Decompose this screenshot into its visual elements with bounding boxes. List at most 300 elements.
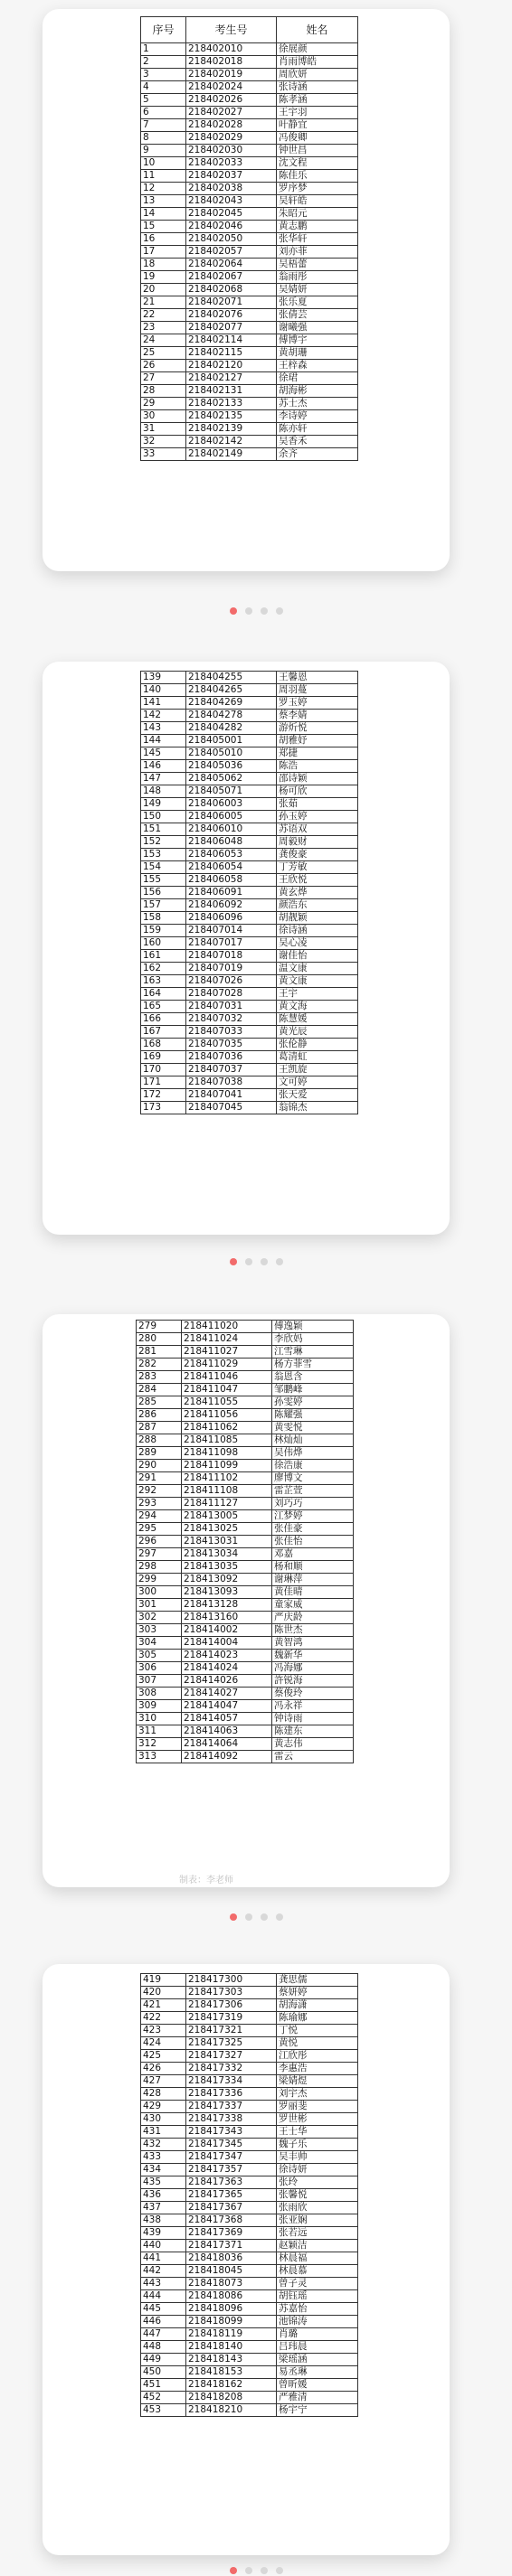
table-row — [137, 1346, 354, 1359]
cell-exam-id: 218406058 — [186, 874, 277, 887]
cell-index: 21 — [141, 296, 186, 309]
cell-name: 江欣彤 — [277, 2050, 358, 2063]
cell-index: 312 — [137, 1738, 182, 1751]
cell-exam-id: 218411056 — [182, 1409, 272, 1422]
cell-name: 李欣妈 — [272, 1333, 354, 1346]
cell-exam-id: 218411046 — [182, 1371, 272, 1384]
carousel-dots-2 — [0, 1258, 512, 1267]
cell-index: 440 — [141, 2240, 186, 2252]
cell-name: 徐诗涵 — [277, 925, 358, 937]
cell-name: 翁雨彤 — [277, 271, 358, 284]
table-row — [141, 2202, 358, 2214]
table-row — [137, 1612, 354, 1624]
cell-index: 426 — [141, 2063, 186, 2075]
table-row — [141, 2189, 358, 2202]
cell-index: 441 — [141, 2252, 186, 2265]
page-dot-active[interactable] — [230, 607, 237, 615]
table-row — [137, 1498, 354, 1510]
cell-name: 刘亦菲 — [277, 246, 358, 259]
cell-name: 王宇 — [277, 988, 358, 1001]
cell-index: 304 — [137, 1637, 182, 1650]
cell-index: 161 — [141, 950, 186, 963]
cell-exam-id: 218402064 — [186, 259, 277, 271]
cell-exam-id: 218402028 — [186, 119, 277, 132]
cell-index: 279 — [137, 1321, 182, 1333]
cell-name: 林晨福 — [277, 2252, 358, 2265]
cell-index: 419 — [141, 1974, 186, 1987]
cell-index: 293 — [137, 1498, 182, 1510]
cell-index: 439 — [141, 2227, 186, 2240]
cell-exam-id: 218411099 — [182, 1460, 272, 1472]
cell-index: 164 — [141, 988, 186, 1001]
cell-name: 张雨欣 — [277, 2202, 358, 2214]
cell-name: 苏语双 — [277, 823, 358, 836]
cell-index: 13 — [141, 195, 186, 208]
cell-index: 159 — [141, 925, 186, 937]
cell-exam-id: 218402038 — [186, 183, 277, 195]
cell-index: 170 — [141, 1064, 186, 1076]
table-row — [141, 722, 358, 735]
cell-exam-id: 218417343 — [186, 2126, 277, 2139]
cell-name: 雷芷萱 — [272, 1485, 354, 1498]
cell-name: 罗序梦 — [277, 183, 358, 195]
cell-name: 杨和顺 — [272, 1561, 354, 1574]
table-row — [137, 1751, 354, 1763]
carousel-dots-4 — [0, 2567, 512, 2576]
table-row — [137, 1333, 354, 1346]
cell-name: 张佳怡 — [272, 1536, 354, 1548]
cell-index: 282 — [137, 1359, 182, 1371]
cell-index: 18 — [141, 259, 186, 271]
cell-exam-id: 218411102 — [182, 1472, 272, 1485]
header-exam-id: 考生号 — [186, 17, 277, 43]
page-dot[interactable] — [245, 1913, 252, 1921]
cell-name: 周羽蔓 — [277, 684, 358, 697]
cell-exam-id: 218417367 — [186, 2202, 277, 2214]
cell-index: 142 — [141, 710, 186, 722]
cell-exam-id: 218407037 — [186, 1064, 277, 1076]
table-row — [141, 423, 358, 436]
table-row — [141, 208, 358, 221]
table-row — [141, 2139, 358, 2151]
cell-index: 300 — [137, 1586, 182, 1599]
page-dot[interactable] — [261, 1913, 268, 1921]
cell-name: 林晨慕 — [277, 2265, 358, 2278]
cell-name: 刘宇杰 — [277, 2088, 358, 2101]
cell-index: 173 — [141, 1102, 186, 1114]
table-row — [141, 2404, 358, 2417]
cell-exam-id: 218407018 — [186, 950, 277, 963]
cell-index: 26 — [141, 360, 186, 372]
cell-name: 邹鹏峰 — [272, 1384, 354, 1396]
table-row — [141, 1974, 358, 1987]
score-table-1 — [140, 16, 358, 461]
cell-name: 孙玉婷 — [277, 811, 358, 823]
table-row — [137, 1384, 354, 1396]
cell-index: 281 — [137, 1346, 182, 1359]
cell-name: 王欣悦 — [277, 874, 358, 887]
cell-name: 张天爱 — [277, 1089, 358, 1102]
cell-name: 許锐海 — [272, 1675, 354, 1688]
cell-exam-id: 218402057 — [186, 246, 277, 259]
cell-exam-id: 218417306 — [186, 1999, 277, 2012]
cell-index: 310 — [137, 1713, 182, 1725]
cell-index: 450 — [141, 2366, 186, 2379]
cell-exam-id: 218405071 — [186, 785, 277, 798]
cell-exam-id: 218402029 — [186, 132, 277, 145]
cell-exam-id: 218414004 — [182, 1637, 272, 1650]
cell-exam-id: 218414023 — [182, 1650, 272, 1662]
cell-index: 1 — [141, 43, 186, 56]
image-card-4[interactable] — [43, 1964, 450, 2555]
table-row — [141, 912, 358, 925]
cell-index: 447 — [141, 2328, 186, 2341]
cell-name: 徐浩康 — [272, 1460, 354, 1472]
page-dot[interactable] — [245, 607, 252, 615]
cell-exam-id: 218414024 — [182, 1662, 272, 1675]
table-row — [141, 975, 358, 988]
cell-name: 梁婧煜 — [277, 2075, 358, 2088]
cell-name: 谢佳怡 — [277, 950, 358, 963]
cell-name: 杨宇宁 — [277, 2404, 358, 2417]
cell-name: 葛清虹 — [277, 1051, 358, 1064]
cell-exam-id: 218411024 — [182, 1333, 272, 1346]
cell-index: 149 — [141, 798, 186, 811]
cell-name: 吴香禾 — [277, 436, 358, 448]
cell-name: 胡雅妤 — [277, 735, 358, 747]
cell-index: 453 — [141, 2404, 186, 2417]
table-row — [141, 1102, 358, 1114]
cell-exam-id: 218411108 — [182, 1485, 272, 1498]
table-row — [141, 2328, 358, 2341]
table-row — [141, 132, 358, 145]
cell-index: 155 — [141, 874, 186, 887]
cell-exam-id: 218402135 — [186, 410, 277, 423]
image-card-2[interactable] — [43, 662, 450, 1235]
cell-name: 翁恩含 — [272, 1371, 354, 1384]
cell-exam-id: 218417368 — [186, 2214, 277, 2227]
cell-name: 蔡李婧 — [277, 710, 358, 722]
page-dot-active[interactable] — [230, 2567, 237, 2574]
table-row — [141, 2214, 358, 2227]
cell-index: 420 — [141, 1987, 186, 1999]
table-row — [141, 233, 358, 246]
cell-name: 余齐 — [277, 448, 358, 461]
cell-name: 张若远 — [277, 2227, 358, 2240]
cell-index: 147 — [141, 773, 186, 785]
cell-exam-id: 218402133 — [186, 398, 277, 410]
table-row — [141, 284, 358, 296]
cell-index: 158 — [141, 912, 186, 925]
page-dot[interactable] — [245, 2567, 252, 2574]
cell-name: 严庆龄 — [272, 1612, 354, 1624]
page-dot[interactable] — [276, 1913, 283, 1921]
cell-exam-id: 218402076 — [186, 309, 277, 322]
cell-exam-id: 218413093 — [182, 1586, 272, 1599]
cell-name: 钟诗雨 — [272, 1713, 354, 1725]
table-row — [141, 2278, 358, 2290]
cell-name: 徐展颜 — [277, 43, 358, 56]
cell-index: 442 — [141, 2265, 186, 2278]
cell-name: 张佳豪 — [272, 1523, 354, 1536]
cell-index: 445 — [141, 2303, 186, 2316]
cell-index: 435 — [141, 2176, 186, 2189]
cell-name: 陈浩 — [277, 760, 358, 773]
table-row — [141, 773, 358, 785]
cell-exam-id: 218402043 — [186, 195, 277, 208]
cell-index: 14 — [141, 208, 186, 221]
table-row — [141, 2303, 358, 2316]
table-row — [141, 2240, 358, 2252]
cell-name: 黄玄烨 — [277, 887, 358, 899]
cell-index: 22 — [141, 309, 186, 322]
table-row — [137, 1688, 354, 1700]
table-row — [137, 1523, 354, 1536]
cell-name: 翁锦杰 — [277, 1102, 358, 1114]
table-row — [141, 874, 358, 887]
table-row — [141, 436, 358, 448]
cell-exam-id: 218402142 — [186, 436, 277, 448]
table-row — [141, 448, 358, 461]
cell-index: 17 — [141, 246, 186, 259]
cell-index: 287 — [137, 1422, 182, 1434]
cell-exam-id: 218406054 — [186, 861, 277, 874]
cell-name: 罗玉婷 — [277, 697, 358, 710]
page-dot[interactable] — [261, 2567, 268, 2574]
cell-index: 9 — [141, 145, 186, 157]
cell-index: 148 — [141, 785, 186, 798]
table-row — [137, 1662, 354, 1675]
cell-exam-id: 218417303 — [186, 1987, 277, 1999]
cell-name: 冯永祥 — [272, 1700, 354, 1713]
table-row — [141, 697, 358, 710]
cell-name: 陈瑜娜 — [277, 2012, 358, 2025]
cell-exam-id: 218404282 — [186, 722, 277, 735]
cell-exam-id: 218402120 — [186, 360, 277, 372]
cell-exam-id: 218417336 — [186, 2088, 277, 2101]
table-row — [141, 271, 358, 284]
cell-exam-id: 218402068 — [186, 284, 277, 296]
cell-index: 299 — [137, 1574, 182, 1586]
cell-exam-id: 218418140 — [186, 2341, 277, 2354]
cell-index: 309 — [137, 1700, 182, 1713]
cell-exam-id: 218417319 — [186, 2012, 277, 2025]
cell-exam-id: 218418045 — [186, 2265, 277, 2278]
cell-exam-id: 218407014 — [186, 925, 277, 937]
page-dot[interactable] — [276, 1258, 283, 1265]
cell-name: 雷云 — [272, 1751, 354, 1763]
cell-index: 428 — [141, 2088, 186, 2101]
table-row — [141, 798, 358, 811]
cell-exam-id: 218417300 — [186, 1974, 277, 1987]
cell-index: 448 — [141, 2341, 186, 2354]
cell-exam-id: 218417347 — [186, 2151, 277, 2164]
cell-index: 296 — [137, 1536, 182, 1548]
header-name: 姓名 — [277, 17, 358, 43]
cell-exam-id: 218418073 — [186, 2278, 277, 2290]
cell-name: 魏新华 — [272, 1650, 354, 1662]
table-row — [137, 1725, 354, 1738]
page-dot[interactable] — [261, 607, 268, 615]
table-row — [141, 1076, 358, 1089]
table-row — [141, 937, 358, 950]
table-row — [137, 1472, 354, 1485]
cell-index: 290 — [137, 1460, 182, 1472]
cell-exam-id: 218418143 — [186, 2354, 277, 2366]
image-card-3[interactable] — [43, 1314, 450, 1887]
cell-name: 刘巧巧 — [272, 1498, 354, 1510]
cell-index: 434 — [141, 2164, 186, 2176]
cell-index: 143 — [141, 722, 186, 735]
cell-exam-id: 218418036 — [186, 2252, 277, 2265]
cell-index: 5 — [141, 94, 186, 107]
cell-name: 陈慧媛 — [277, 1013, 358, 1026]
cell-index: 139 — [141, 672, 186, 684]
cell-exam-id: 218414047 — [182, 1700, 272, 1713]
table-row — [141, 398, 358, 410]
cell-exam-id: 218406091 — [186, 887, 277, 899]
cell-index: 28 — [141, 385, 186, 398]
cell-name: 邵诗颖 — [277, 773, 358, 785]
table-row — [141, 296, 358, 309]
cell-index: 446 — [141, 2316, 186, 2328]
carousel-dots-1 — [0, 607, 512, 616]
cell-exam-id: 218414002 — [182, 1624, 272, 1637]
cell-name: 梁瑶涵 — [277, 2354, 358, 2366]
cell-index: 430 — [141, 2113, 186, 2126]
table-row — [141, 2012, 358, 2025]
cell-exam-id: 218407035 — [186, 1039, 277, 1051]
cell-name: 苏士杰 — [277, 398, 358, 410]
cell-exam-id: 218407031 — [186, 1001, 277, 1013]
cell-name: 杨方菲雪 — [272, 1359, 354, 1371]
table-row — [141, 2063, 358, 2075]
cell-name: 黄胡珊 — [277, 347, 358, 360]
cell-name: 温文康 — [277, 963, 358, 975]
cell-exam-id: 218402027 — [186, 107, 277, 119]
cell-exam-id: 218417345 — [186, 2139, 277, 2151]
table-footnote: 制表：李老师 — [179, 1876, 233, 1885]
cell-index: 171 — [141, 1076, 186, 1089]
cell-exam-id: 218413128 — [182, 1599, 272, 1612]
table-row — [137, 1675, 354, 1688]
cell-name: 丁芳敏 — [277, 861, 358, 874]
cell-name: 李惠浩 — [277, 2063, 358, 2075]
table-row — [141, 372, 358, 385]
cell-name: 胡靓颖 — [277, 912, 358, 925]
cell-exam-id: 218417357 — [186, 2164, 277, 2176]
cell-name: 朱昭元 — [277, 208, 358, 221]
table-row — [137, 1359, 354, 1371]
page-dot[interactable] — [261, 1258, 268, 1265]
cell-index: 283 — [137, 1371, 182, 1384]
page-dot-active[interactable] — [230, 1258, 237, 1265]
table-row — [137, 1586, 354, 1599]
cell-index: 29 — [141, 398, 186, 410]
cell-name: 傅博宇 — [277, 334, 358, 347]
cell-name: 胡海彬 — [277, 385, 358, 398]
cell-name: 张乐夏 — [277, 296, 358, 309]
table-row — [141, 887, 358, 899]
cell-name: 吴伟烨 — [272, 1447, 354, 1460]
cell-exam-id: 218404269 — [186, 697, 277, 710]
cell-name: 胡海潇 — [277, 1999, 358, 2012]
cell-index: 288 — [137, 1434, 182, 1447]
table-row — [137, 1434, 354, 1447]
table-row — [141, 347, 358, 360]
page-dot[interactable] — [276, 607, 283, 615]
page-dot-active[interactable] — [230, 1913, 237, 1921]
cell-index: 291 — [137, 1472, 182, 1485]
cell-name: 丁悦 — [277, 2025, 358, 2037]
score-table-4 — [140, 1973, 358, 2417]
table-row — [137, 1548, 354, 1561]
table-row — [141, 684, 358, 697]
cell-name: 肖璐 — [277, 2328, 358, 2341]
cell-name: 吴丰帅 — [277, 2151, 358, 2164]
table-row — [141, 2088, 358, 2101]
cell-name: 冯海娜 — [272, 1662, 354, 1675]
table-row — [141, 334, 358, 347]
cell-index: 32 — [141, 436, 186, 448]
cell-name: 颜浩东 — [277, 899, 358, 912]
cell-name: 蔡妍婷 — [277, 1987, 358, 1999]
cell-name: 陈佳乐 — [277, 170, 358, 183]
cell-name: 罗世彬 — [277, 2113, 358, 2126]
cell-exam-id: 218407033 — [186, 1026, 277, 1039]
page-dot[interactable] — [245, 1258, 252, 1265]
cell-name: 吕玮晨 — [277, 2341, 358, 2354]
table-row — [141, 2113, 358, 2126]
image-card-1[interactable] — [43, 9, 450, 571]
cell-exam-id: 218405010 — [186, 747, 277, 760]
page-dot[interactable] — [276, 2567, 283, 2574]
cell-name: 张诗涵 — [277, 81, 358, 94]
cell-exam-id: 218414026 — [182, 1675, 272, 1688]
cell-exam-id: 218413025 — [182, 1523, 272, 1536]
table-row — [141, 2392, 358, 2404]
table-row — [141, 1987, 358, 1999]
cell-exam-id: 218402019 — [186, 69, 277, 81]
cell-name: 黄文康 — [277, 975, 358, 988]
cell-index: 165 — [141, 1001, 186, 1013]
cell-index: 431 — [141, 2126, 186, 2139]
cell-exam-id: 218417332 — [186, 2063, 277, 2075]
cell-exam-id: 218418210 — [186, 2404, 277, 2417]
table-row — [141, 2151, 358, 2164]
cell-exam-id: 218407045 — [186, 1102, 277, 1114]
table-row — [141, 2316, 358, 2328]
table-row — [141, 2366, 358, 2379]
table-row — [141, 747, 358, 760]
table-row — [141, 710, 358, 722]
cell-index: 295 — [137, 1523, 182, 1536]
cell-exam-id: 218414092 — [182, 1751, 272, 1763]
cell-index: 140 — [141, 684, 186, 697]
cell-index: 8 — [141, 132, 186, 145]
table-row — [141, 760, 358, 773]
cell-index: 289 — [137, 1447, 182, 1460]
cell-exam-id: 218417337 — [186, 2101, 277, 2113]
cell-name: 冯俊卿 — [277, 132, 358, 145]
cell-index: 311 — [137, 1725, 182, 1738]
cell-exam-id: 218404255 — [186, 672, 277, 684]
table-row — [141, 1051, 358, 1064]
cell-exam-id: 218406092 — [186, 899, 277, 912]
table-row — [141, 309, 358, 322]
table-row — [141, 221, 358, 233]
table-row — [141, 2025, 358, 2037]
